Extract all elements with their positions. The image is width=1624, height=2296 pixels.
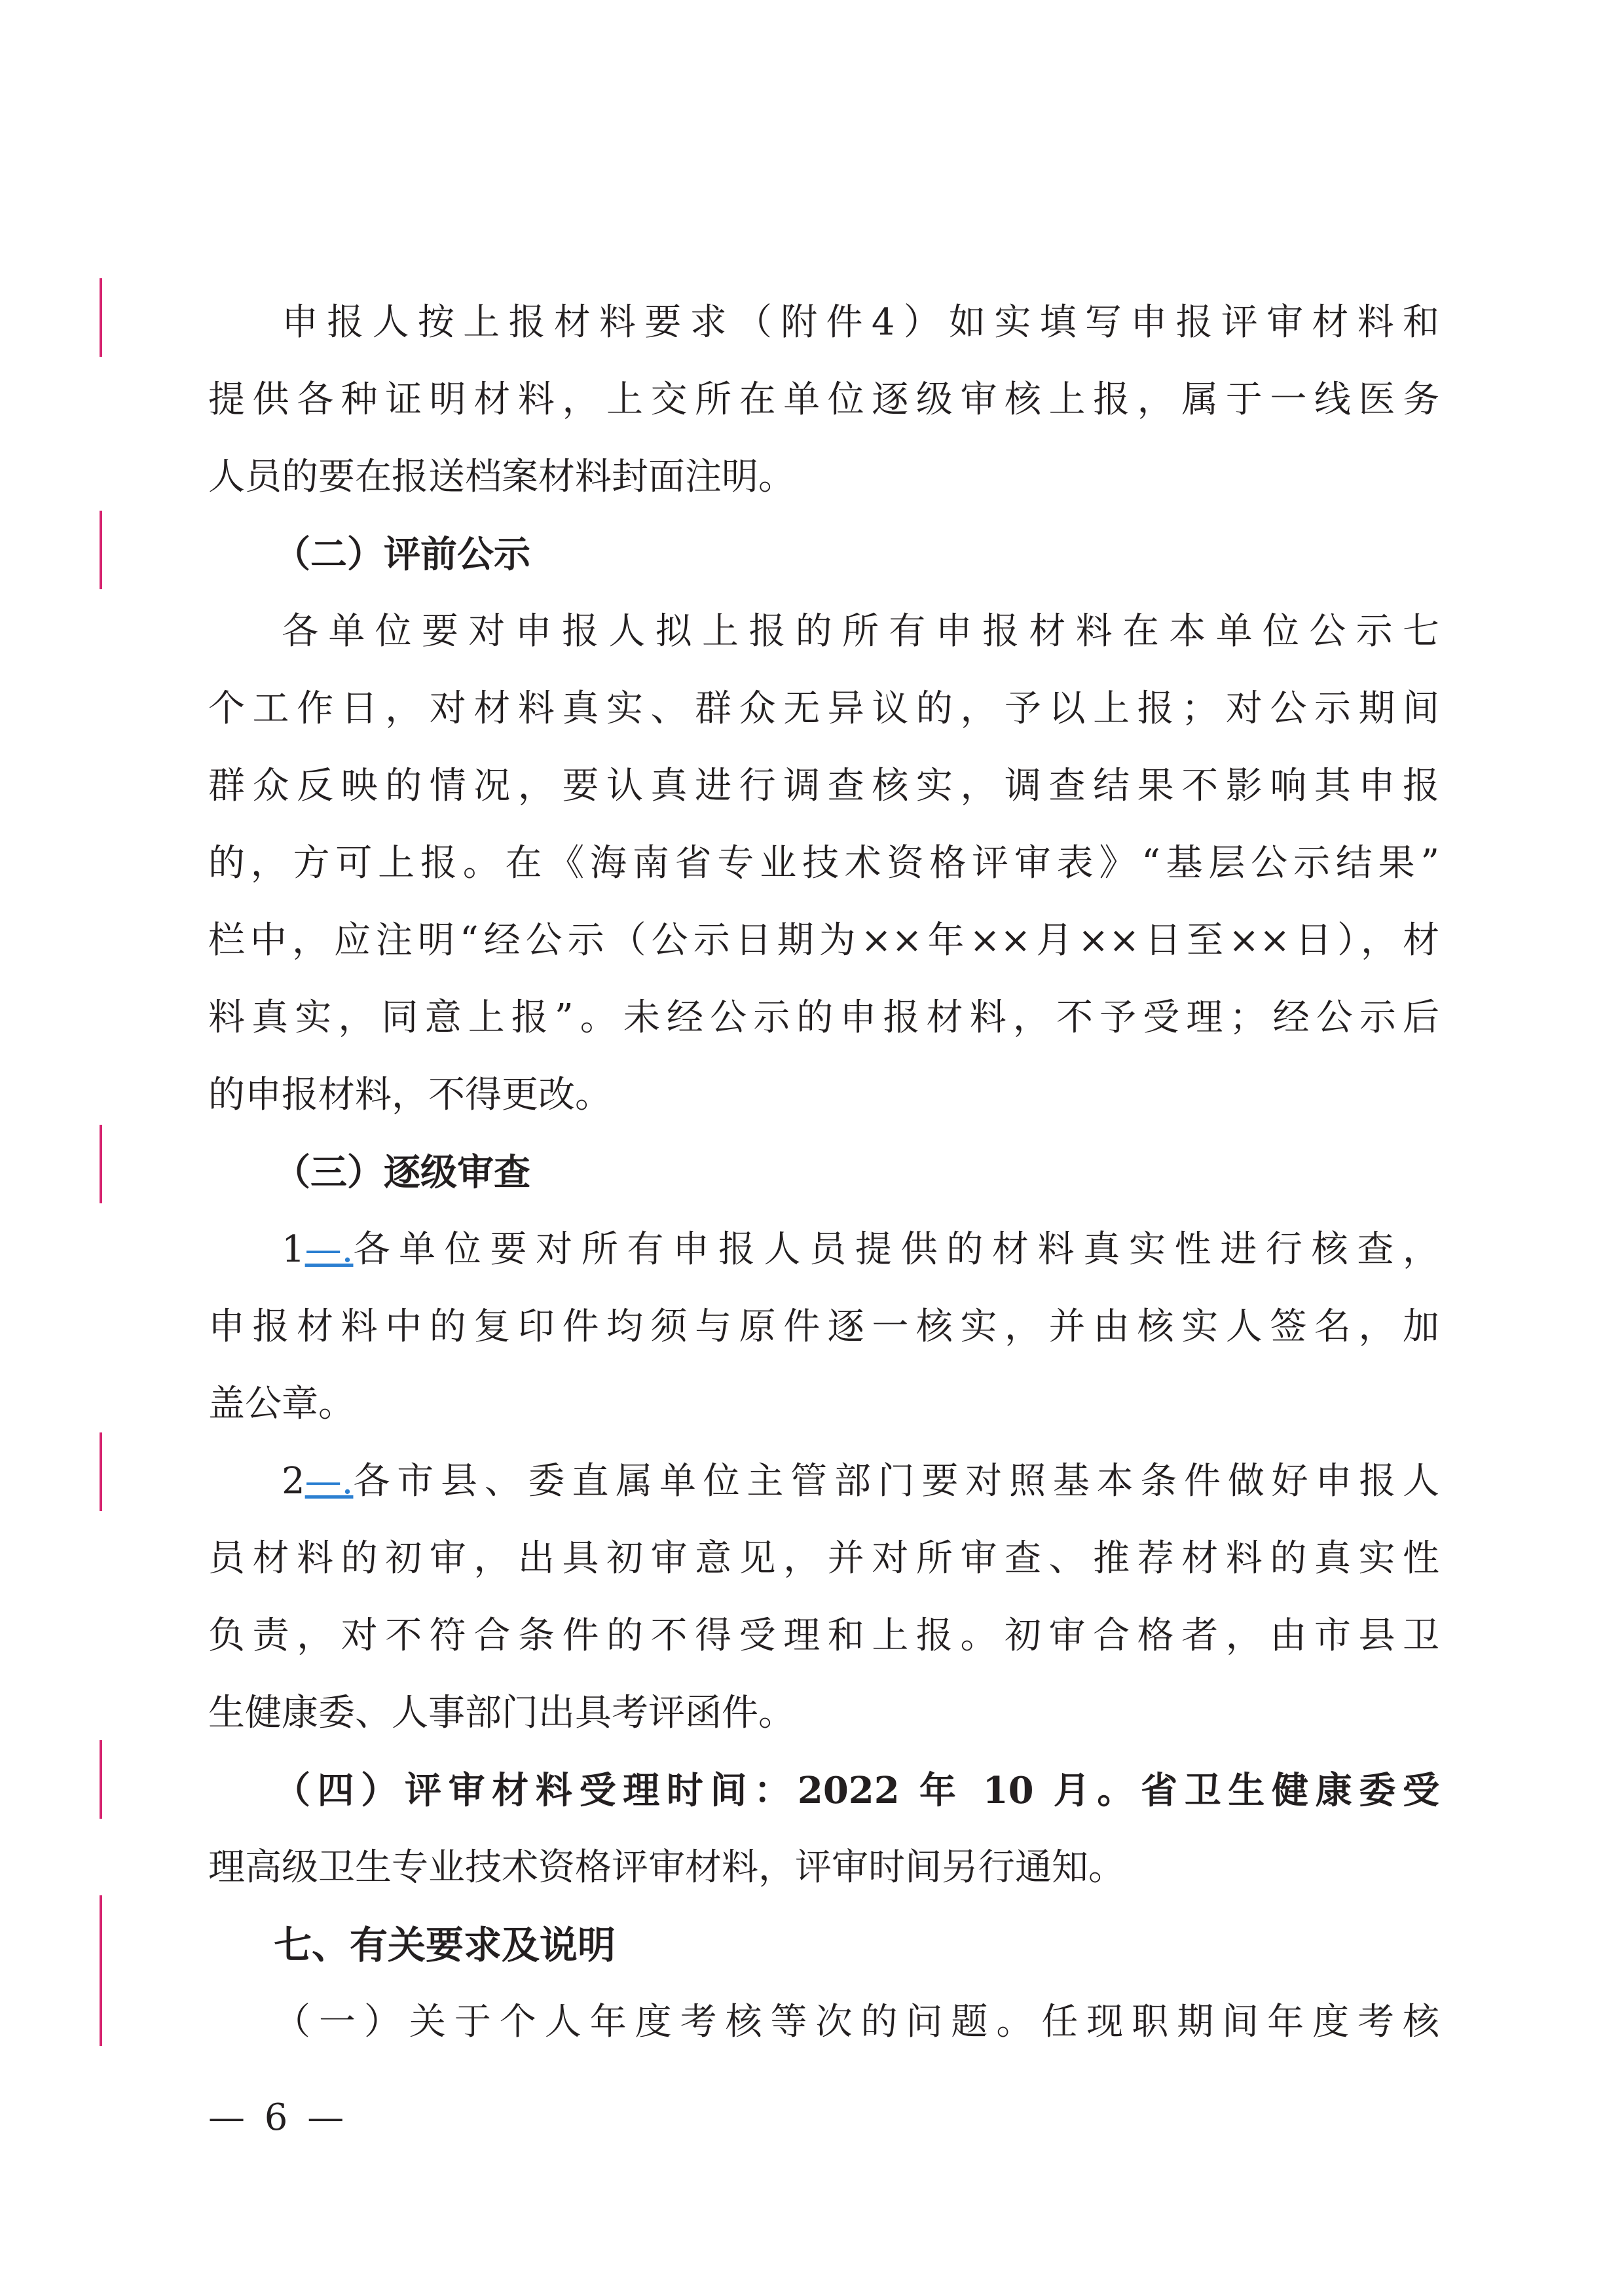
paragraph-line: 料真实，同意上报”。未经公示的申报材料，不予受理；经公示后 — [208, 996, 1439, 1039]
paragraph-line: 盖公章。 — [208, 1383, 355, 1425]
paragraph-line: 理高级卫生专业技术资格评审材料，评审时间另行通知。 — [208, 1846, 1125, 1889]
tracked-change-mark: —. — [304, 1460, 354, 1503]
paragraph-line: 群众反映的情况，要认真进行调查核实，调查结果不影响其申报 — [208, 765, 1439, 807]
paragraph-line: 个工作日，对材料真实、群众无异议的，予以上报；对公示期间 — [208, 687, 1439, 730]
paragraph-line: 申报人按上报材料要求（附件4）如实填写申报评审材料和 — [282, 301, 1439, 344]
page-number: — 6 — — [208, 2096, 348, 2139]
item-text: 各单位要对所有申报人员提供的材料真实性进行核查， — [353, 1228, 1439, 1271]
paragraph-line: 员材料的初审，出具初审意见，并对所审查、推荐材料的真实性 — [208, 1537, 1439, 1580]
section-heading: （二）评前公示 — [274, 533, 530, 576]
revision-bar — [100, 1125, 102, 1203]
numbered-item — [208, 1443, 1439, 1520]
paragraph-line: （一）关于个人年度考核等次的问题。任现职期间年度考核 — [274, 2001, 1439, 2043]
item-number: 2 — [282, 1460, 305, 1503]
section-heading: （三）逐级审查 — [274, 1151, 530, 1194]
item-number-wrap — [282, 1211, 353, 1288]
revision-bar — [100, 511, 102, 589]
paragraph-line: 栏中，应注明“经公示（公示日期为××年××月××日至××日），材 — [208, 919, 1439, 962]
paragraph-line: 申报材料中的复印件均须与原件逐一核实，并由核实人签名，加 — [208, 1305, 1439, 1348]
paragraph-line: 负责，对不符合条件的不得受理和上报。初审合格者，由市县卫 — [208, 1614, 1439, 1657]
chapter-heading: 七、有关要求及说明 — [274, 1923, 616, 1967]
numbered-item — [208, 1211, 1439, 1288]
paragraph-line: 生健康委、人事部门出具考评函件。 — [208, 1692, 795, 1734]
item-number: 1 — [282, 1228, 305, 1271]
revision-bar — [100, 1740, 102, 1819]
paragraph-line: 各单位要对申报人拟上报的所有申报材料在本单位公示七 — [282, 610, 1439, 653]
paragraph-line: 的，方可上报。在《海南省专业技术资格评审表》“基层公示结果” — [208, 842, 1439, 884]
section-heading: （四）评审材料受理时间：2022 年 10 月。省卫生健康委受 — [274, 1769, 1439, 1812]
revision-bar — [100, 1432, 102, 1511]
item-number-wrap — [282, 1443, 353, 1520]
paragraph-line: 的申报材料，不得更改。 — [208, 1074, 612, 1116]
tracked-change-mark: —. — [304, 1228, 354, 1271]
item-text: 各市县、委直属单位主管部门要对照基本条件做好申报人 — [353, 1460, 1439, 1503]
revision-bar — [100, 1895, 102, 2046]
paragraph-line: 人员的要在报送档案材料封面注明。 — [208, 456, 795, 498]
revision-bar — [100, 278, 102, 357]
paragraph-line: 提供各种证明材料，上交所在单位逐级审核上报，属于一线医务 — [208, 378, 1439, 421]
